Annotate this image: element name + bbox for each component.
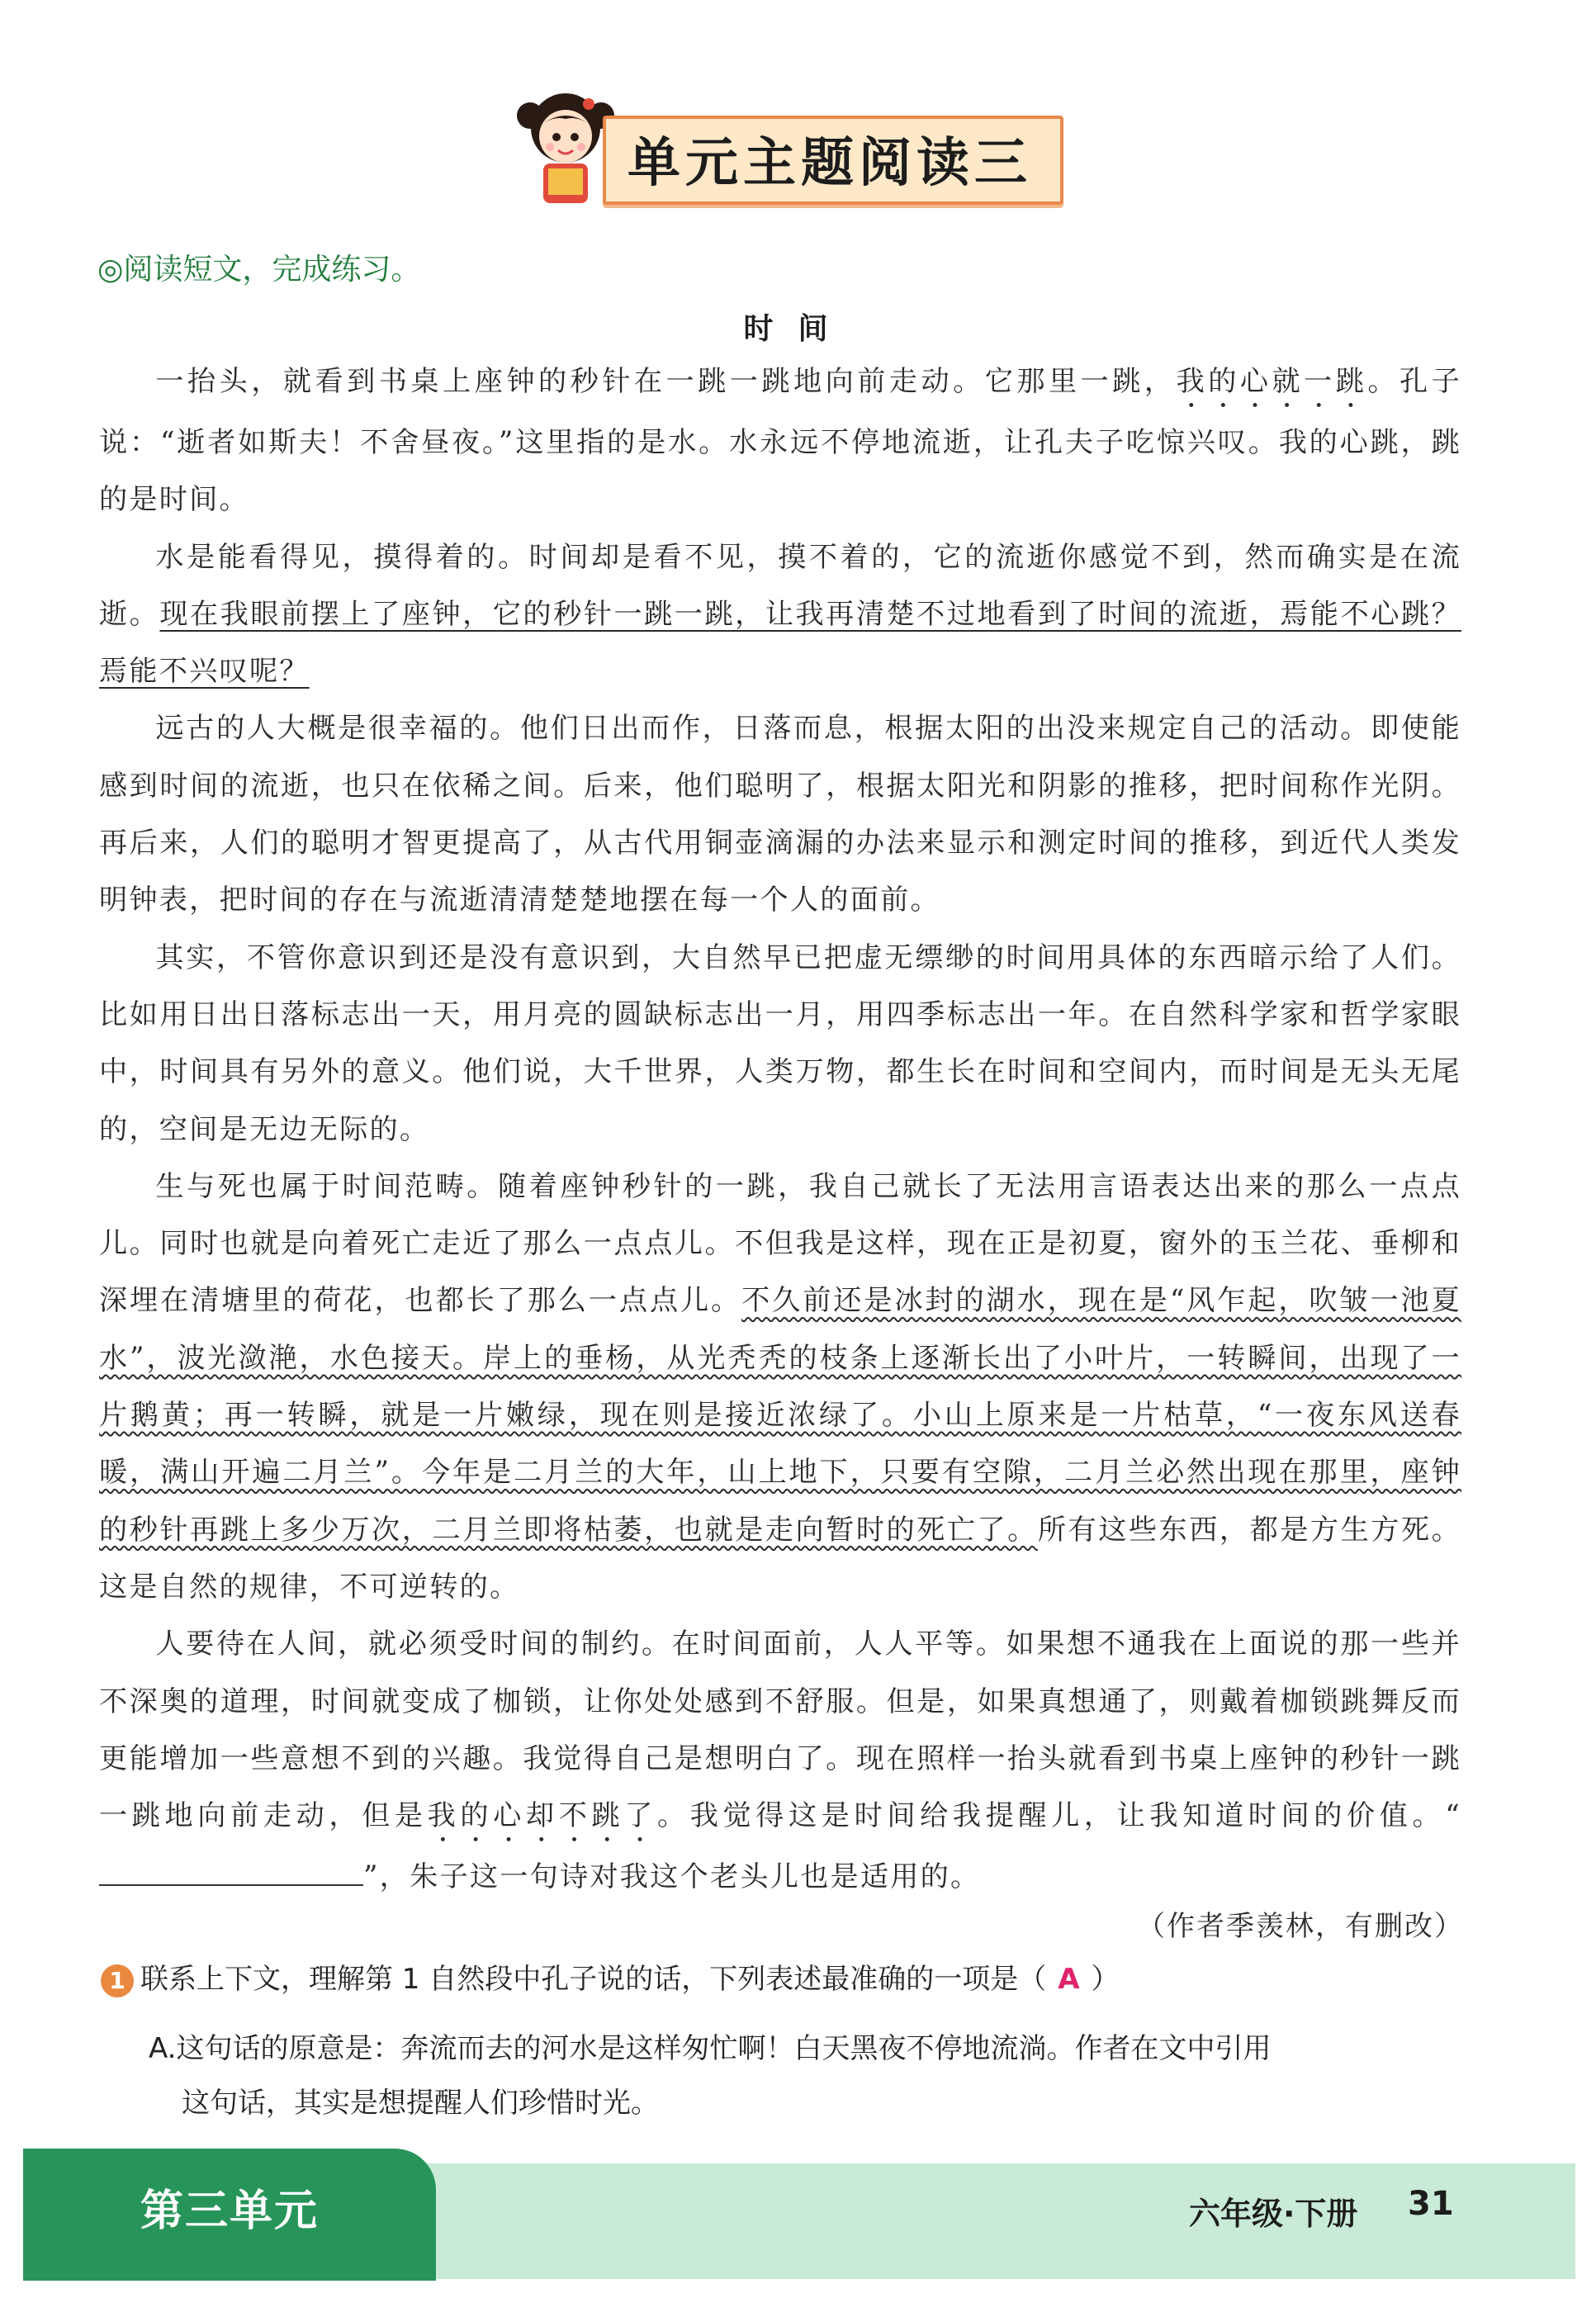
footer-grade-label: 六年级·下册 — [1189, 2196, 1358, 2232]
option-a-line-2: 这句话，其实是想提醒人们珍惜时光。 — [182, 2087, 659, 2120]
paragraph-2 — [99, 529, 1461, 701]
p6-text-c: ”，朱子这一句诗对我这个老头儿也是适用的。 — [363, 1860, 981, 1894]
p1-dotted-text: 我的心就一跳 — [1176, 365, 1368, 398]
p6-dotted-text: 我的心却不跳了 — [427, 1799, 657, 1833]
p5-wavy-text: 不久前还是冰封的湖水，现在是“风乍起，吹皱一池夏水”，波光潋滟，水色接天。岸上的垂杨，从光秃秃的枝条上逐渐长出了小叶片，一转瞬间，出现了一片鹅黄；再一转瞬，就是一片嫩绿，现在则是接近浓绿了。小山上原来是一片枯草，“一夜东风送春暖，满山开遍二月兰”。今年是二月兰的大年，山上地下，只要有空隙，二月兰必然出现在那里，座钟的秒针再跳上多少万次，二月兰即将枯萎，也就是走向暂时的死亡了。 — [99, 1284, 1461, 1547]
question-answer[interactable]: A — [1058, 1963, 1080, 1996]
p2-underlined-text: 现在我眼前摆上了座钟，它的秒针一跳一跳，让我再清楚不过地看到了时间的流逝，焉能不心跳？焉能不兴叹呢？ — [99, 597, 1462, 689]
paragraph-6 — [99, 1616, 1461, 1906]
p1-text-a: 一抬头，就看到书桌上座钟的秒针在一跳一跳地向前走动。它那里一跳， — [155, 365, 1177, 398]
instruction: ◎阅读短文，完成练习。 — [97, 253, 421, 287]
p6-text-a: 人要待在人间，就必须受时间的制约。在时间面前，人人平等。如果想不通我在上面说的那一些并不深奥的道理，时间就变成了枷锁，让你处处感到不舒服。但是，如果真想通了，则戴着枷锁跳舞反而更能增加一些意想不到的兴趣。我觉得自己是想明白了。现在照样一抬头就看到书桌上座钟的秒针一跳一跳地向前走动，但是 — [99, 1628, 1461, 1833]
question-1 — [101, 1961, 1471, 1997]
footer-unit-label: 第三单元 — [140, 2187, 320, 2236]
page-number: 31 — [1408, 2185, 1454, 2223]
option-a-line-1: A.这句话的原意是：奔流而去的河水是这样匆忙啊！白天黑夜不停地流淌。作者在文中引用 — [149, 2032, 1272, 2065]
article-title: 时间 — [743, 312, 853, 346]
question-number-badge: 1 — [101, 1964, 134, 1997]
p6-text-b: 。我觉得这是时间给我提醒儿，让我知道时间的价值。“ — [656, 1799, 1461, 1833]
paragraph-1 — [99, 353, 1461, 529]
p1-text-b: 。孔子说：“逝者如斯夫！不舍昼夜。”这里指的是水。水永远不停地流逝，让孔夫子吃惊兴叹。我的心跳，跳的是时间。 — [99, 365, 1461, 517]
p5-text-a: 生与死也属于时间范畴。随着座钟秒针的一跳，我自己就长了无法用言语表达出来的那么一点点儿。同时也就是向着死亡走近了那么一点点儿。不但我是这样，现在正是初夏，窗外的玉兰花、垂柳和深埋在清塘里的荷花，也都长了那么一点点儿。 — [99, 1169, 1461, 1318]
paragraph-3: 远古的人大概是很幸福的。他们日出而作，日落而息，根据太阳的出没来规定自己的活动。即使能感到时间的流逝，也只在依稀之间。后来，他们聪明了，根据太阳光和阴影的推移，把时间称作光阴。再后来，人们的聪明才智更提高了，从古代用铜壶滴漏的办法来显示和测定时间的推移，到近代人类发明钟表，把时间的存在与流逝清清楚楚地摆在每一个人的面前。 — [99, 712, 1461, 917]
question-stem-a: 联系上下文，理解第 1 自然段中孔子说的话，下列表述最准确的一项是（ — [140, 1963, 1047, 1996]
fill-in-blank[interactable] — [99, 1860, 363, 1886]
question-stem-b: ） — [1091, 1963, 1120, 1996]
author-credit: （作者季羡林，有删改） — [1137, 1910, 1464, 1943]
p2-text-a: 水是能看得见，摸得着的。时间却是看不见，摸不着的，它的流逝你感觉不到，然而确实是在流逝。 — [99, 540, 1461, 631]
page-title: 单元主题阅读三 — [628, 132, 1032, 194]
p5-text-b: 所有这些东西，都是方生方死。这是自然的规律，不可逆转的。 — [99, 1513, 1461, 1604]
option-a[interactable] — [149, 2021, 1470, 2130]
article-body — [99, 353, 1461, 1906]
paragraph-4: 其实，不管你意识到还是没有意识到，大自然早已把虚无缥缈的时间用具体的东西暗示给了人们。比如用日出日落标志出一天，用月亮的圆缺标志出一月，用四季标志出一年。在自然科学家和哲学家眼中，时间具有另外的意义。他们说，大千世界，人类万物，都生长在时间和空间内，而时间是无头无尾的，空间是无边无际的。 — [99, 941, 1461, 1146]
paragraph-5 — [99, 1158, 1461, 1616]
